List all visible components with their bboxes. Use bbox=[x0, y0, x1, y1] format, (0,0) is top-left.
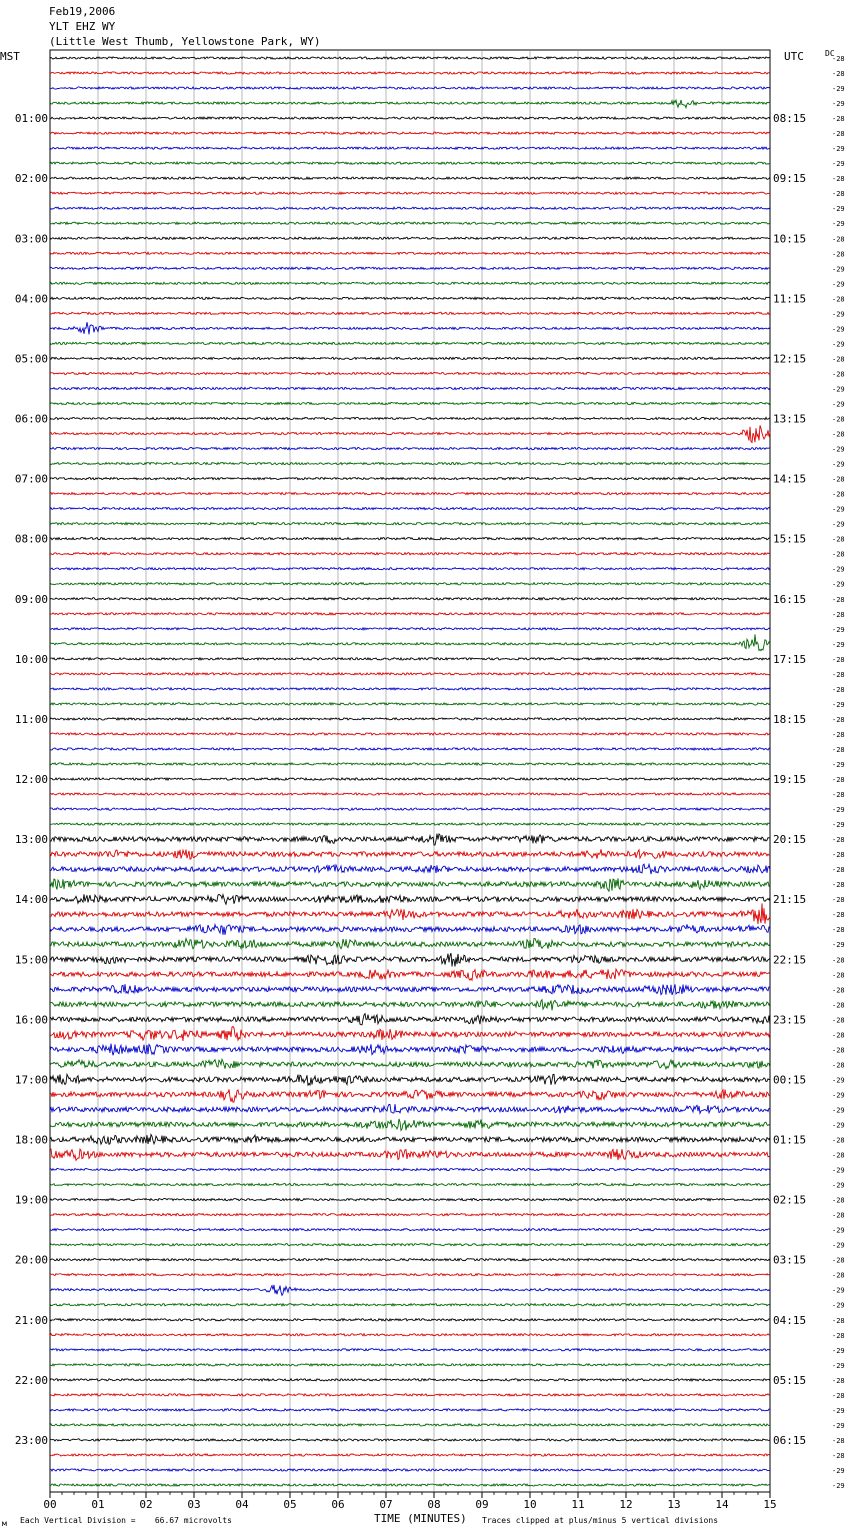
trace-line bbox=[50, 1229, 770, 1231]
utc-hour-label: 11:15 bbox=[773, 292, 807, 306]
trace-line bbox=[50, 538, 770, 540]
trace-line bbox=[50, 1074, 770, 1085]
trace-line bbox=[50, 1454, 770, 1456]
trace-line bbox=[50, 1469, 770, 1471]
trace-line bbox=[50, 222, 770, 224]
trace-line bbox=[50, 924, 770, 935]
mst-hour-label: 11:00 bbox=[14, 712, 48, 726]
trace-line bbox=[50, 748, 770, 750]
mst-hour-label: 16:00 bbox=[14, 1013, 48, 1027]
trace-line bbox=[50, 387, 770, 389]
row-value-label: -28 bbox=[832, 535, 845, 544]
trace-line bbox=[50, 864, 770, 874]
row-value-label: -29 bbox=[832, 1406, 845, 1415]
trace-line bbox=[50, 57, 770, 59]
row-value-label: -29 bbox=[832, 385, 845, 394]
row-value-label: -28 bbox=[832, 1016, 845, 1025]
row-value-label: -28 bbox=[832, 115, 845, 124]
trace-line bbox=[50, 523, 770, 525]
utc-hour-label: 23:15 bbox=[773, 1013, 807, 1027]
row-value-label: -29 bbox=[832, 100, 845, 109]
row-value-label: -28 bbox=[832, 550, 845, 559]
trace-line bbox=[50, 778, 770, 780]
row-value-label: -28 bbox=[832, 1151, 845, 1160]
trace-line bbox=[50, 763, 770, 765]
trace-line bbox=[50, 673, 770, 675]
row-value-label: -29 bbox=[832, 220, 845, 229]
mst-hour-label: 05:00 bbox=[14, 352, 48, 366]
row-value-label: -28 bbox=[832, 791, 845, 800]
mst-hour-label: 15:00 bbox=[14, 953, 48, 967]
utc-hour-label: 04:15 bbox=[773, 1313, 807, 1327]
row-value-label: -29 bbox=[832, 1076, 845, 1085]
row-value-label: -29 bbox=[832, 1181, 845, 1190]
clip-note: Traces clipped at plus/minus 5 vertical divisions bbox=[482, 1516, 719, 1525]
row-value-label: -28 bbox=[832, 1451, 845, 1460]
row-value-label: -28 bbox=[832, 776, 845, 784]
trace-line bbox=[50, 1119, 770, 1131]
trace-line bbox=[50, 984, 770, 995]
mst-hour-label: 21:00 bbox=[14, 1313, 48, 1327]
trace-line bbox=[50, 508, 770, 510]
row-value-label: -28 bbox=[832, 190, 845, 199]
row-value-label: -29 bbox=[832, 806, 845, 815]
row-value-label: -28 bbox=[832, 1061, 845, 1070]
trace-line bbox=[50, 568, 770, 570]
row-value-label: -28 bbox=[832, 1436, 845, 1445]
row-value-label: -28 bbox=[832, 670, 845, 679]
row-value-label: -29 bbox=[832, 505, 845, 514]
row-value-label: -28 bbox=[832, 881, 845, 890]
trace-line bbox=[50, 894, 770, 904]
x-tick-label: 15 bbox=[763, 1498, 777, 1511]
row-value-label: -29 bbox=[832, 1361, 845, 1370]
trace-line bbox=[50, 493, 770, 495]
trace-line bbox=[50, 282, 770, 284]
trace-line bbox=[50, 1089, 770, 1102]
row-value-label: -28 bbox=[832, 926, 845, 935]
x-tick-label: 02 bbox=[139, 1498, 153, 1511]
mst-hour-label: 22:00 bbox=[14, 1373, 48, 1387]
row-value-label: -29 bbox=[832, 325, 845, 334]
x-tick-label: 01 bbox=[91, 1498, 105, 1511]
row-value-label: -28 bbox=[832, 730, 845, 739]
mst-hour-label: 14:00 bbox=[14, 893, 48, 907]
trace-line bbox=[50, 357, 770, 359]
mst-hour-label: 01:00 bbox=[14, 112, 48, 126]
row-value-label: -28 bbox=[832, 1391, 845, 1400]
row-value-label: -29 bbox=[832, 580, 845, 589]
row-value-label: -28 bbox=[832, 475, 845, 484]
utc-hour-label: 01:15 bbox=[773, 1133, 807, 1147]
trace-line bbox=[50, 132, 770, 134]
trace-line bbox=[50, 1183, 770, 1185]
row-value-label: -28 bbox=[832, 490, 845, 499]
row-value-label: -29 bbox=[832, 160, 845, 169]
row-value-label: -28 bbox=[832, 1031, 845, 1040]
trace-line bbox=[50, 1149, 770, 1161]
trace-line bbox=[50, 613, 770, 615]
row-value-label: -28 bbox=[832, 295, 845, 304]
trace-line bbox=[50, 1059, 770, 1069]
trace-line bbox=[50, 1135, 770, 1145]
utc-hour-label: 08:15 bbox=[773, 112, 807, 126]
row-value-label: -28 bbox=[832, 655, 845, 664]
mst-hour-label: 07:00 bbox=[14, 472, 48, 486]
mst-hour-label: 10:00 bbox=[14, 652, 48, 666]
row-value-label: -28 bbox=[832, 1196, 845, 1205]
row-value-label: -28 bbox=[832, 685, 845, 694]
x-tick-label: 12 bbox=[619, 1498, 633, 1511]
trace-line bbox=[50, 267, 770, 269]
row-value-label: -29 bbox=[832, 1286, 845, 1295]
row-value-label: -29 bbox=[832, 460, 845, 469]
x-tick-label: 04 bbox=[235, 1498, 249, 1511]
mst-hour-label: 18:00 bbox=[14, 1133, 48, 1147]
mst-hour-label: 17:00 bbox=[14, 1073, 48, 1087]
trace-line bbox=[50, 1026, 770, 1040]
x-tick-label: 10 bbox=[523, 1498, 537, 1511]
trace-line bbox=[50, 477, 770, 479]
utc-hour-label: 00:15 bbox=[773, 1073, 807, 1087]
trace-line bbox=[50, 849, 770, 859]
trace-line bbox=[50, 718, 770, 720]
row-value-label: -29 bbox=[832, 1481, 845, 1490]
utc-hour-label: 22:15 bbox=[773, 953, 807, 967]
x-tick-label: 09 bbox=[475, 1498, 489, 1511]
row-value-label: -28 bbox=[832, 745, 845, 754]
trace-line bbox=[50, 823, 770, 825]
row-value-label: -29 bbox=[832, 85, 845, 94]
trace-line bbox=[50, 1484, 770, 1486]
station-code: YLT EHZ WY bbox=[49, 20, 116, 33]
trace-line bbox=[50, 1394, 770, 1396]
row-value-label: -28 bbox=[832, 610, 845, 619]
trace-line bbox=[50, 72, 770, 74]
trace-line bbox=[50, 192, 770, 194]
row-value-label: -28 bbox=[832, 415, 845, 424]
utc-hour-label: 18:15 bbox=[773, 712, 807, 726]
mst-hour-label: 19:00 bbox=[14, 1193, 48, 1207]
row-value-label: -28 bbox=[832, 956, 845, 965]
row-value-label: -28 bbox=[832, 1271, 845, 1280]
row-value-label: -29 bbox=[832, 700, 845, 709]
trace-line bbox=[50, 372, 770, 374]
trace-line bbox=[50, 462, 770, 464]
trace-line bbox=[50, 1274, 770, 1276]
row-value-label: -29 bbox=[832, 205, 845, 214]
trace-line bbox=[50, 1214, 770, 1216]
trace-line bbox=[50, 1104, 770, 1113]
trace-line bbox=[50, 1439, 770, 1441]
row-value-label: -28 bbox=[832, 836, 845, 845]
row-value-label: -28 bbox=[832, 1331, 845, 1340]
row-value-label: -28 bbox=[832, 896, 845, 905]
trace-line bbox=[50, 297, 770, 299]
row-value-label: -29 bbox=[832, 340, 845, 349]
row-value-label: -29 bbox=[832, 941, 845, 950]
trace-line bbox=[50, 1304, 770, 1306]
utc-hour-label: 12:15 bbox=[773, 352, 807, 366]
chart-date: Feb19,2006 bbox=[49, 5, 116, 18]
utc-hour-label: 09:15 bbox=[773, 172, 807, 186]
trace-line bbox=[50, 1014, 770, 1025]
trace-line bbox=[50, 162, 770, 164]
mst-hour-label: 20:00 bbox=[14, 1253, 48, 1267]
row-value-label: -28 bbox=[832, 1211, 845, 1220]
row-value-label: -28 bbox=[832, 355, 845, 364]
trace-line bbox=[50, 634, 770, 650]
station-location: (Little West Thumb, Yellowstone Park, WY) bbox=[49, 35, 321, 48]
trace-line bbox=[50, 1168, 770, 1170]
trace-line bbox=[50, 100, 770, 108]
trace-line bbox=[50, 733, 770, 735]
row-value-label: -29 bbox=[832, 1421, 845, 1430]
trace-line bbox=[50, 1044, 770, 1056]
row-value-label: -28 bbox=[832, 250, 845, 259]
trace-line bbox=[50, 658, 770, 660]
trace-line bbox=[50, 425, 770, 442]
trace-line bbox=[50, 1244, 770, 1246]
row-value-label: -29 bbox=[832, 265, 845, 274]
trace-line bbox=[50, 1349, 770, 1351]
trace-line bbox=[50, 207, 770, 209]
trace-line bbox=[50, 117, 770, 119]
row-value-label: -28 bbox=[832, 1376, 845, 1385]
row-value-label: -28 bbox=[832, 986, 845, 995]
mst-hour-label: 13:00 bbox=[14, 833, 48, 847]
trace-line bbox=[50, 1409, 770, 1411]
trace-line bbox=[50, 342, 770, 344]
trace-line bbox=[50, 417, 770, 419]
utc-hour-label: 14:15 bbox=[773, 472, 807, 486]
trace-line bbox=[50, 553, 770, 555]
utc-label: UTC bbox=[784, 50, 804, 63]
trace-line bbox=[50, 252, 770, 254]
mst-hour-label: 02:00 bbox=[14, 172, 48, 186]
mst-hour-label: 08:00 bbox=[14, 532, 48, 546]
x-tick-label: 07 bbox=[379, 1498, 393, 1511]
row-value-label: -29 bbox=[832, 445, 845, 454]
trace-line bbox=[50, 312, 770, 314]
utc-hour-label: 16:15 bbox=[773, 592, 807, 606]
trace-line bbox=[50, 703, 770, 705]
utc-hour-label: 13:15 bbox=[773, 412, 807, 426]
utc-hour-label: 06:15 bbox=[773, 1433, 807, 1447]
trace-line bbox=[50, 1424, 770, 1426]
x-tick-label: 00 bbox=[43, 1498, 57, 1511]
row-value-label: -29 bbox=[832, 145, 845, 154]
row-value-label: -29 bbox=[832, 1091, 845, 1100]
utc-hour-label: 21:15 bbox=[773, 893, 807, 907]
trace-line bbox=[50, 402, 770, 404]
row-value-label: -28 bbox=[832, 1256, 845, 1265]
x-tick-label: 03 bbox=[187, 1498, 201, 1511]
row-value-label: -29 bbox=[832, 1121, 845, 1130]
row-value-label: -29 bbox=[832, 1166, 845, 1175]
row-value-label: -29 bbox=[832, 1466, 845, 1475]
row-value-label: -29 bbox=[832, 1241, 845, 1250]
trace-line bbox=[50, 834, 770, 845]
row-value-label: -28 bbox=[832, 851, 845, 860]
x-tick-label: 11 bbox=[571, 1498, 585, 1511]
row-value-label: -29 bbox=[832, 565, 845, 574]
trace-line bbox=[50, 1259, 770, 1261]
row-value-label: -29 bbox=[832, 1106, 845, 1115]
row-value-label: -28 bbox=[832, 430, 845, 439]
trace-line bbox=[50, 1000, 770, 1011]
trace-line bbox=[50, 938, 770, 948]
trace-line bbox=[50, 147, 770, 149]
row-value-label: -29 bbox=[832, 640, 845, 649]
trace-line bbox=[50, 953, 770, 967]
row-value-label: -28 bbox=[832, 70, 845, 79]
row-value-label: -28 bbox=[832, 1001, 845, 1010]
row-value-label: -28 bbox=[832, 1316, 845, 1325]
utc-hour-label: 17:15 bbox=[773, 652, 807, 666]
row-value-label: -29 bbox=[832, 310, 845, 319]
row-value-label: -28 bbox=[832, 370, 845, 379]
trace-line bbox=[50, 322, 770, 334]
trace-line bbox=[50, 87, 770, 89]
row-value-label: -28 bbox=[832, 175, 845, 184]
utc-hour-label: 10:15 bbox=[773, 232, 807, 246]
x-axis-title: TIME (MINUTES) bbox=[374, 1512, 467, 1525]
utc-hour-label: 02:15 bbox=[773, 1193, 807, 1207]
row-value-label: -29 bbox=[832, 400, 845, 409]
trace-line bbox=[50, 1379, 770, 1381]
utc-hour-label: 15:15 bbox=[773, 532, 807, 546]
x-tick-label: 08 bbox=[427, 1498, 441, 1511]
mst-hour-label: 06:00 bbox=[14, 412, 48, 426]
row-value-label: -29 bbox=[832, 1226, 845, 1235]
mst-hour-label: 04:00 bbox=[14, 292, 48, 306]
trace-line bbox=[50, 793, 770, 795]
mst-hour-label: 03:00 bbox=[14, 232, 48, 246]
row-value-label: -28 bbox=[832, 1136, 845, 1145]
row-value-label: -28 bbox=[832, 55, 845, 63]
row-value-label: -28 bbox=[832, 971, 845, 980]
trace-line bbox=[50, 598, 770, 600]
trace-line bbox=[50, 583, 770, 585]
x-tick-label: 14 bbox=[715, 1498, 729, 1511]
row-value-label: -28 bbox=[832, 595, 845, 604]
x-tick-label: 13 bbox=[667, 1498, 681, 1511]
mst-label: MST bbox=[0, 50, 20, 63]
x-tick-label: 05 bbox=[283, 1498, 297, 1511]
row-value-label: -28 bbox=[832, 130, 845, 139]
row-value-label: -29 bbox=[832, 520, 845, 529]
dc-label: DC bbox=[825, 49, 835, 58]
trace-line bbox=[50, 1319, 770, 1321]
row-value-label: -28 bbox=[832, 911, 845, 920]
row-value-label: -29 bbox=[832, 625, 845, 634]
trace-line bbox=[50, 1364, 770, 1366]
row-value-label: -28 bbox=[832, 235, 845, 244]
trace-line bbox=[50, 628, 770, 630]
row-value-label: -28 bbox=[832, 715, 845, 724]
utc-hour-label: 05:15 bbox=[773, 1373, 807, 1387]
trace-line bbox=[50, 688, 770, 690]
trace-line bbox=[50, 808, 770, 810]
trace-line bbox=[50, 1334, 770, 1336]
corner-mark: м bbox=[2, 1519, 7, 1528]
mst-hour-label: 23:00 bbox=[14, 1433, 48, 1447]
x-tick-label: 06 bbox=[331, 1498, 345, 1511]
trace-line bbox=[50, 903, 770, 924]
row-value-label: -29 bbox=[832, 1346, 845, 1355]
row-value-label: -28 bbox=[832, 1046, 845, 1055]
trace-line bbox=[50, 1198, 770, 1200]
row-value-label: -29 bbox=[832, 1301, 845, 1310]
row-value-label: -29 bbox=[832, 280, 845, 289]
trace-line bbox=[50, 878, 770, 891]
row-value-label: -28 bbox=[832, 866, 845, 875]
mst-hour-label: 12:00 bbox=[14, 773, 48, 786]
utc-hour-label: 20:15 bbox=[773, 833, 807, 847]
trace-line bbox=[50, 237, 770, 239]
mst-hour-label: 09:00 bbox=[14, 592, 48, 606]
vertical-division-note: Each Vertical Division = 66.67 microvolts bbox=[20, 1516, 232, 1525]
trace-line bbox=[50, 1285, 770, 1295]
trace-line bbox=[50, 447, 770, 449]
trace-line bbox=[50, 969, 770, 980]
row-value-label: -29 bbox=[832, 760, 845, 769]
row-value-label: -29 bbox=[832, 821, 845, 830]
utc-hour-label: 19:15 bbox=[773, 773, 807, 786]
trace-line bbox=[50, 177, 770, 179]
utc-hour-label: 03:15 bbox=[773, 1253, 807, 1267]
